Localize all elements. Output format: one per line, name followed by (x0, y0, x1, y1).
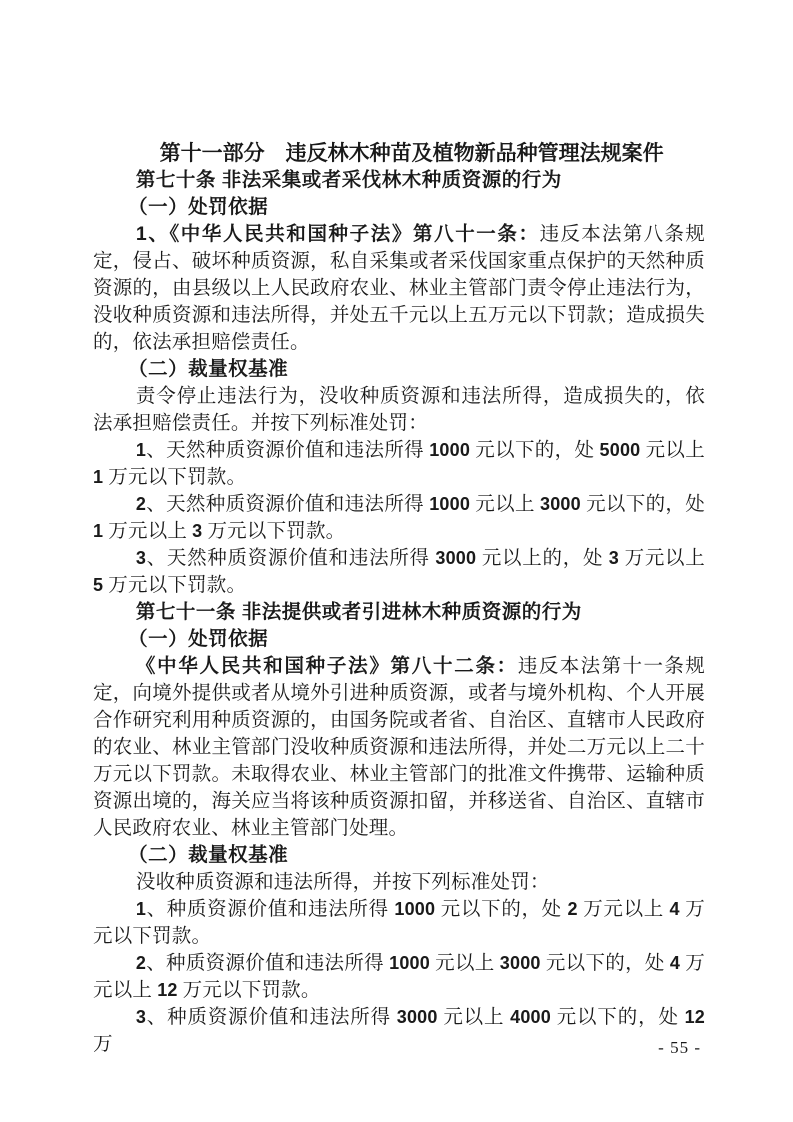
article-70-benchmark-heading: （二）裁量权基准 (128, 358, 289, 380)
article-71-benchmark-item-2: 2、种质资源价值和违法所得 1000 元以上 3000 元以下的，处 4 万元以上 12 万元以下罚款。 (93, 953, 705, 1001)
article-71-law-citation (93, 653, 705, 842)
article-70-heading: 第七十条 非法采集或者采伐林木种质资源的行为 (135, 169, 562, 191)
article-70-benchmark-intro: 责令停止违法行为，没收种质资源和违法所得，造成损失的，依法承担赔偿责任。并按下列标准处罚： (93, 386, 705, 434)
article-70-law-citation-text: 违反本法第八条规定，侵占、破坏种质资源，私自采集或者采伐国家重点保护的天然种质资源的，由县级以上人民政府农业、林业主管部门责令停止违法行为，没收种质资源和违法所得，并处五千元以上五万元以下罚款；造成损失的，依法承担赔偿责任。 (93, 224, 705, 353)
document-title: 第十一部分 违反林木种苗及植物新品种管理法规案件 (159, 141, 664, 165)
article-70-benchmark-item-3: 3、天然种质资源价值和违法所得 3000 元以上的，处 3 万元以上 5 万元以下罚款。 (93, 548, 705, 596)
article-71-benchmark-item-3: 3、种质资源价值和违法所得 3000 元以上 4000 元以下的，处 12 万 (93, 1007, 705, 1055)
page-number: - 55 - (658, 1038, 701, 1057)
article-70-penalty-basis-heading: （一）处罚依据 (128, 196, 269, 218)
article-70-law-citation-label: 1、《中华人民共和国种子法》第八十一条： (135, 223, 540, 245)
article-70-benchmark-item-1: 1、天然种质资源价值和违法所得 1000 元以下的，处 5000 元以上 1 万元以下罚款。 (93, 440, 705, 488)
document-body (93, 140, 705, 1058)
article-71-benchmark-item-1: 1、种质资源价值和违法所得 1000 元以下的，处 2 万元以上 4 万元以下罚款。 (93, 899, 705, 947)
article-71-benchmark-intro: 没收种质资源和违法所得，并按下列标准处罚： (135, 872, 550, 893)
article-70-benchmark-item-2: 2、天然种质资源价值和违法所得 1000 元以上 3000 元以下的，处 1 万元以上 3 万元以下罚款。 (93, 494, 705, 542)
article-71-benchmark-heading: （二）裁量权基准 (128, 844, 289, 866)
article-71-law-citation-label: 《中华人民共和国种子法》第八十二条： (135, 655, 518, 677)
article-70-law-citation (93, 221, 705, 356)
article-71-law-citation-text: 违反本法第十一条规定，向境外提供或者从境外引进种质资源，或者与境外机构、个人开展合作研究利用种质资源的，由国务院或者省、自治区、直辖市人民政府的农业、林业主管部门没收种质资源和违法所得，并处二万元以上二十万元以下罚款。未取得农业、林业主管部门的批准文件携带、运输种质资源出境的，海关应当将该种质资源扣留，并移送省、自治区、直辖市人民政府农业、林业主管部门处理。 (93, 656, 705, 839)
article-71-heading: 第七十一条 非法提供或者引进林木种质资源的行为 (135, 601, 582, 623)
article-71-penalty-basis-heading: （一）处罚依据 (128, 628, 269, 650)
